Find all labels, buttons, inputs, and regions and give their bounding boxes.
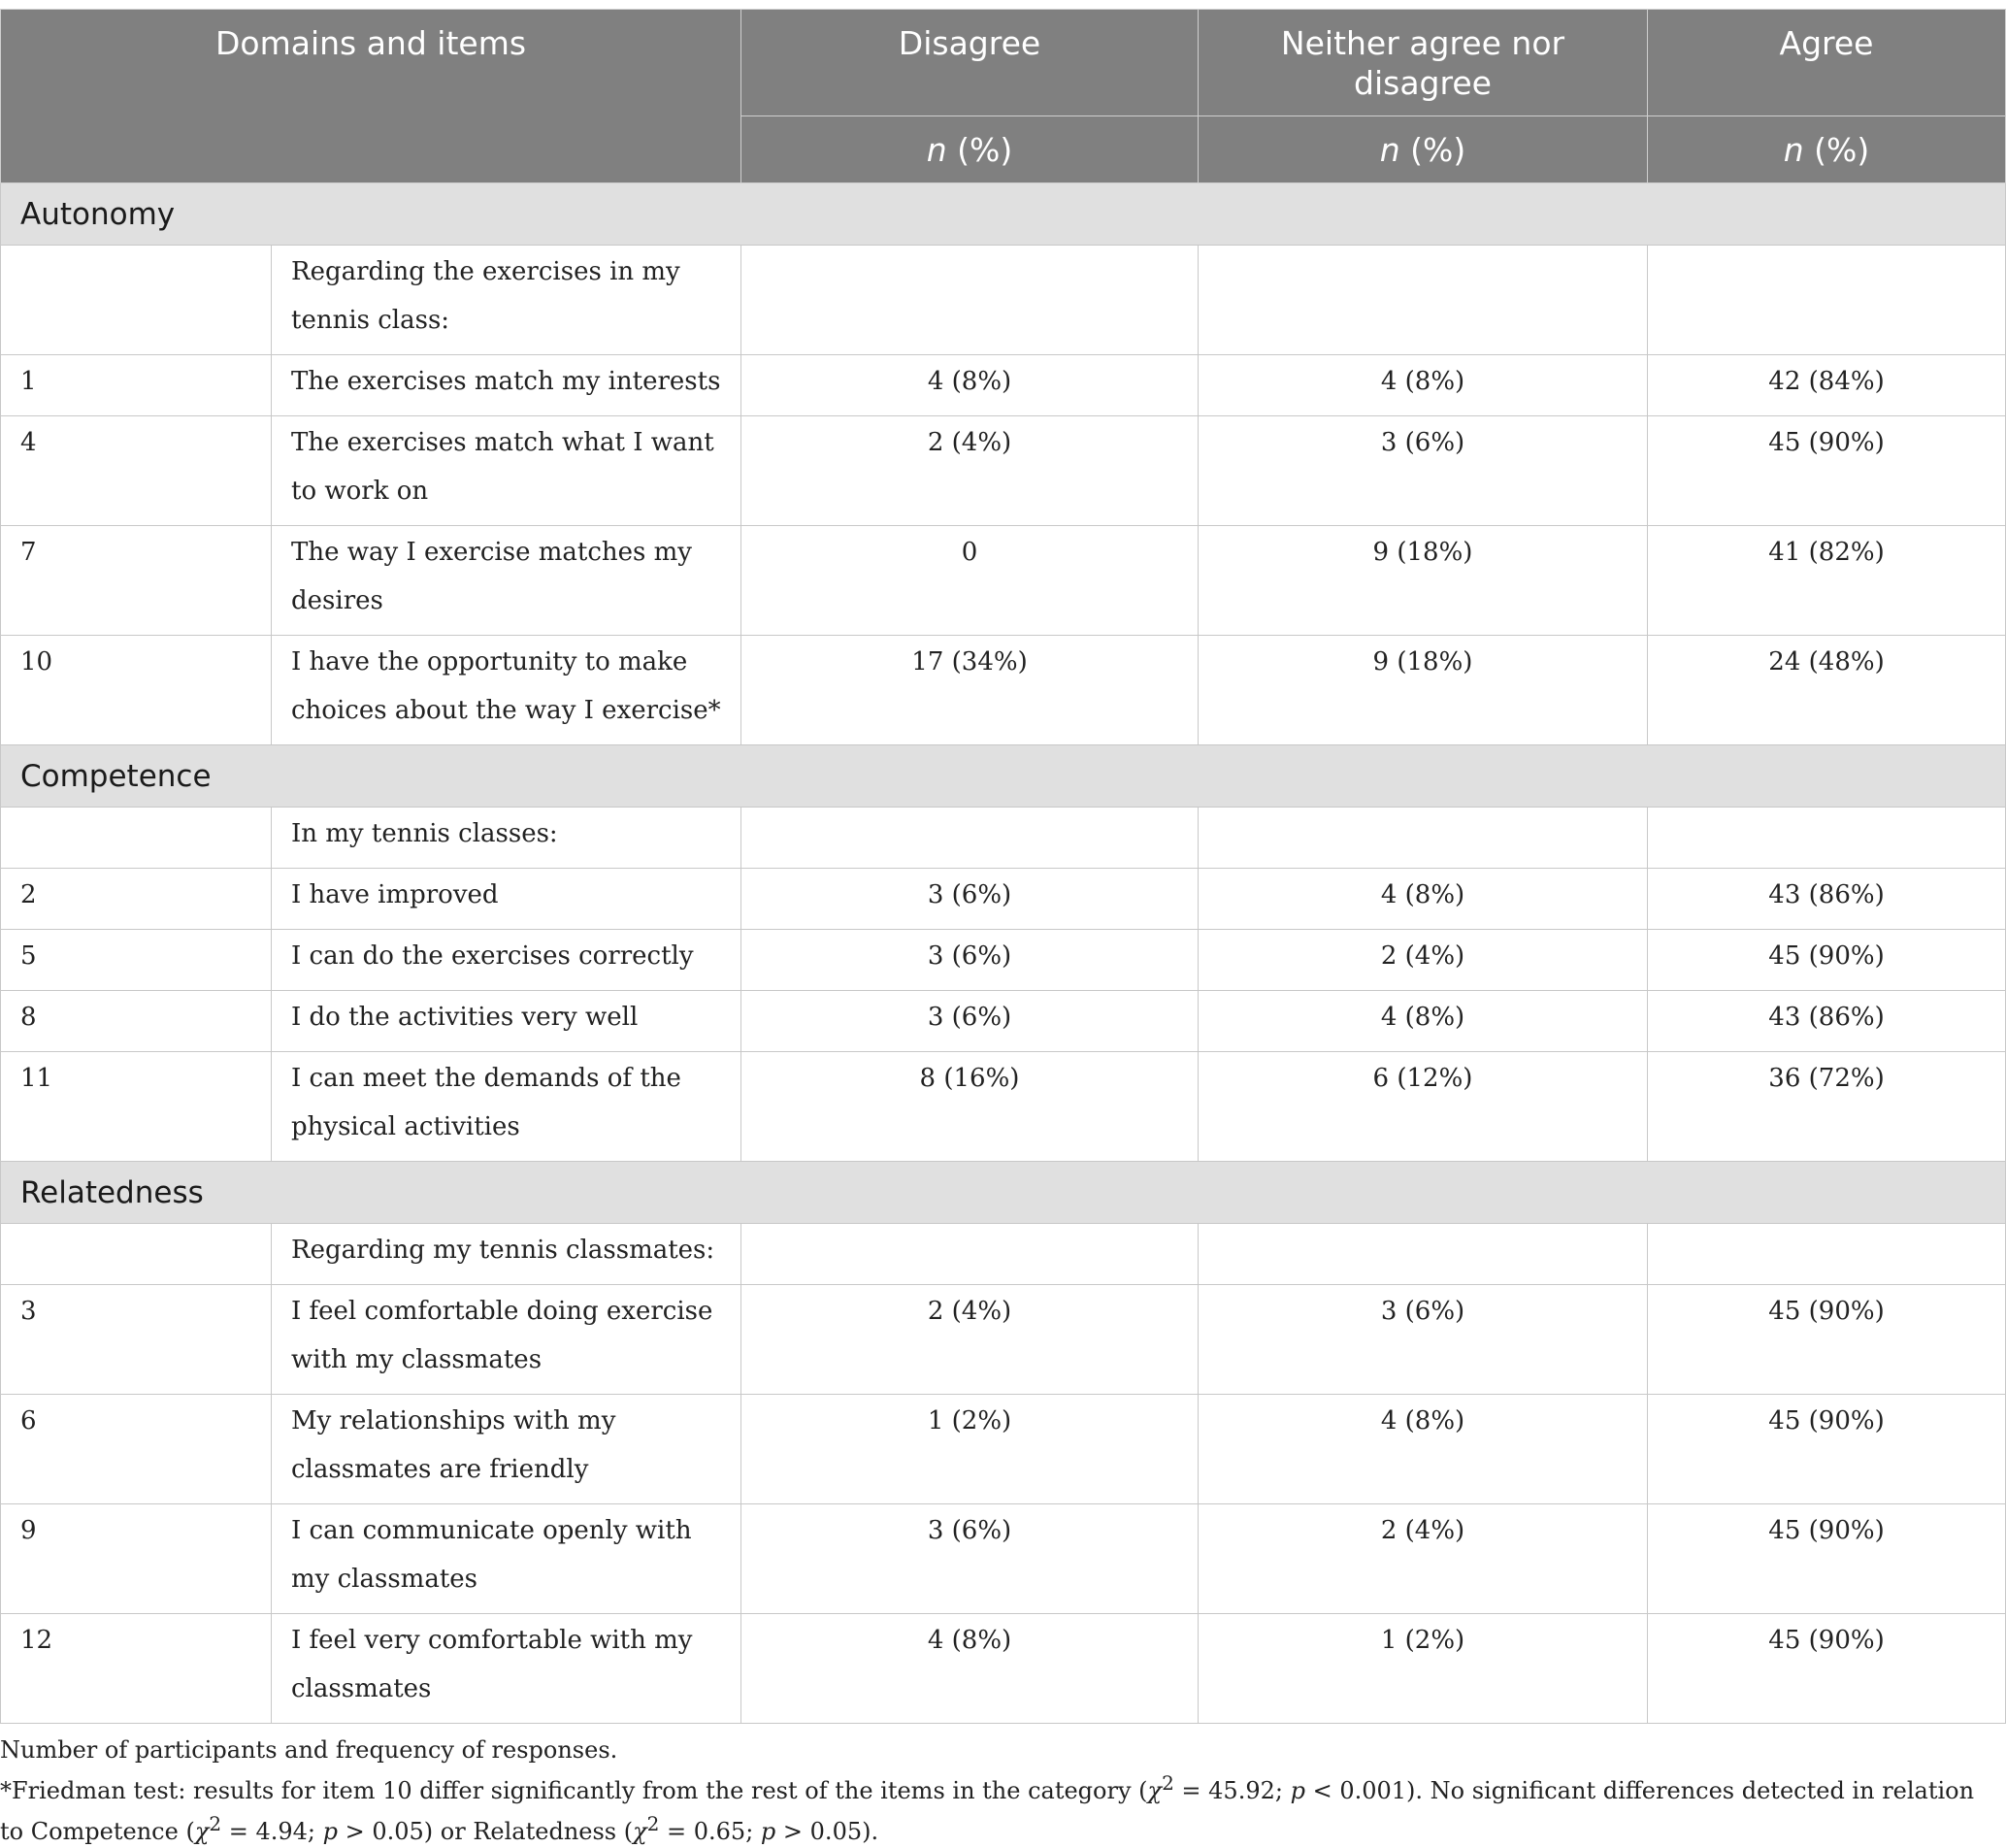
footnote-1: Number of participants and frequency of responses. [0,1736,618,1764]
p-symbol: p [760,1818,776,1845]
p-symbol: p [322,1818,338,1845]
subheader-n: n [1379,130,1400,169]
cell-neither: 1 (2%) [1199,1614,1648,1724]
cell-disagree: 3 (6%) [741,930,1199,991]
cell-disagree [741,246,1199,355]
cell-agree: 45 (90%) [1648,1395,2006,1504]
row-item: I have the opportunity to make choices about the way I exercise* [272,636,741,745]
cell-agree [1648,246,2006,355]
cell-neither: 3 (6%) [1199,1285,1648,1395]
cell-neither [1199,1224,1648,1285]
table-header [1,10,2006,183]
section-title: Relatedness [1,1162,2006,1224]
row-number [1,246,272,355]
footnote-text: < 0.001). No significant differences detected in relation to Competence ( [0,1777,1975,1845]
subheader-pct: (%) [946,130,1013,169]
superscript-2: 2 [209,1812,222,1835]
row-item: I feel comfortable doing exercise with my classmates [272,1285,741,1395]
cell-neither: 9 (18%) [1199,526,1648,636]
cell-agree: 45 (90%) [1648,416,2006,526]
row-number: 1 [1,355,272,416]
row-item: The way I exercise matches my desires [272,526,741,636]
table-row [1,636,2006,745]
cell-agree [1648,808,2006,869]
cell-disagree: 1 (2%) [741,1395,1199,1504]
table-row [1,1395,2006,1504]
cell-agree: 24 (48%) [1648,636,2006,745]
section-title: Autonomy [1,183,2006,246]
cell-disagree: 3 (6%) [741,869,1199,930]
section-competence [1,745,2006,808]
section-autonomy [1,183,2006,246]
table-row [1,526,2006,636]
footnote-text: > 0.05) or Relatedness ( [338,1818,634,1845]
cell-disagree: 2 (4%) [741,416,1199,526]
cell-disagree [741,1224,1199,1285]
row-number: 2 [1,869,272,930]
footnote-text: *Friedman test: results for item 10 differ significantly from the rest of the items in the category ( [0,1777,1148,1804]
cell-agree: 45 (90%) [1648,1614,2006,1724]
section-prompt: Regarding my tennis classmates: [272,1224,741,1285]
table-container [0,9,2006,1848]
row-number: 11 [1,1052,272,1162]
cell-agree: 42 (84%) [1648,355,2006,416]
subheader-pct: (%) [1399,130,1466,169]
p-symbol: p [1290,1777,1305,1804]
table-row [1,930,2006,991]
cell-neither: 4 (8%) [1199,991,1648,1052]
table-footnotes [0,1733,1999,1848]
subheader-n: n [926,130,947,169]
cell-disagree: 0 [741,526,1199,636]
section-relatedness [1,1162,2006,1224]
table-row-prompt [1,808,2006,869]
cell-disagree: 17 (34%) [741,636,1199,745]
cell-agree: 41 (82%) [1648,526,2006,636]
row-number: 10 [1,636,272,745]
cell-disagree: 4 (8%) [741,355,1199,416]
table-row [1,355,2006,416]
section-prompt: Regarding the exercises in my tennis class: [272,246,741,355]
cell-neither: 2 (4%) [1199,930,1648,991]
section-prompt: In my tennis classes: [272,808,741,869]
row-item: The exercises match what I want to work on [272,416,741,526]
footnote-text: = 4.94; [221,1818,323,1845]
header-neither: Neither agree nor disagree [1199,10,1648,116]
cell-neither: 4 (8%) [1199,1395,1648,1504]
cell-neither: 4 (8%) [1199,355,1648,416]
table-row [1,1504,2006,1614]
row-item: I have improved [272,869,741,930]
row-number: 7 [1,526,272,636]
row-number: 6 [1,1395,272,1504]
row-number: 9 [1,1504,272,1614]
results-table [0,9,2006,1724]
cell-disagree: 8 (16%) [741,1052,1199,1162]
row-number: 3 [1,1285,272,1395]
cell-neither [1199,246,1648,355]
cell-agree: 36 (72%) [1648,1052,2006,1162]
cell-disagree: 3 (6%) [741,991,1199,1052]
section-title: Competence [1,745,2006,808]
table-row [1,416,2006,526]
superscript-2: 2 [1162,1771,1174,1795]
subheader-disagree [741,116,1199,183]
row-number [1,808,272,869]
table-row [1,869,2006,930]
row-item: I feel very comfortable with my classmates [272,1614,741,1724]
cell-neither: 4 (8%) [1199,869,1648,930]
superscript-2: 2 [646,1812,660,1835]
table-row [1,1285,2006,1395]
footnote-2 [0,1766,1999,1848]
cell-disagree: 3 (6%) [741,1504,1199,1614]
row-item: My relationships with my classmates are friendly [272,1395,741,1504]
cell-neither [1199,808,1648,869]
subheader-pct: (%) [1803,130,1870,169]
table-row [1,1052,2006,1162]
row-number: 8 [1,991,272,1052]
cell-neither: 3 (6%) [1199,416,1648,526]
chi-symbol: χ [1147,1777,1163,1804]
cell-neither: 9 (18%) [1199,636,1648,745]
row-item: I do the activities very well [272,991,741,1052]
table-row [1,1614,2006,1724]
row-item: I can meet the demands of the physical activities [272,1052,741,1162]
cell-agree [1648,1224,2006,1285]
cell-agree: 43 (86%) [1648,869,2006,930]
table-row [1,991,2006,1052]
row-item: I can communicate openly with my classmates [272,1504,741,1614]
cell-agree: 43 (86%) [1648,991,2006,1052]
subheader-neither [1199,116,1648,183]
cell-disagree: 2 (4%) [741,1285,1199,1395]
cell-agree: 45 (90%) [1648,930,2006,991]
header-domains-items: Domains and items [1,10,741,183]
table-body [1,183,2006,1724]
header-disagree: Disagree [741,10,1199,116]
table-row-prompt [1,246,2006,355]
cell-disagree: 4 (8%) [741,1614,1199,1724]
row-number: 12 [1,1614,272,1724]
footnote-text: = 45.92; [1173,1777,1291,1804]
footnote-text: = 0.65; [659,1818,761,1845]
row-item: The exercises match my interests [272,355,741,416]
row-number [1,1224,272,1285]
row-item: I can do the exercises correctly [272,930,741,991]
row-number: 5 [1,930,272,991]
cell-neither: 2 (4%) [1199,1504,1648,1614]
row-number: 4 [1,416,272,526]
cell-disagree [741,808,1199,869]
chi-symbol: χ [633,1818,647,1845]
cell-agree: 45 (90%) [1648,1285,2006,1395]
cell-neither: 6 (12%) [1199,1052,1648,1162]
subheader-n: n [1783,130,1804,169]
chi-symbol: χ [194,1818,210,1845]
subheader-agree [1648,116,2006,183]
cell-agree: 45 (90%) [1648,1504,2006,1614]
table-row-prompt [1,1224,2006,1285]
footnote-text: > 0.05). [775,1818,879,1845]
header-agree: Agree [1648,10,2006,116]
